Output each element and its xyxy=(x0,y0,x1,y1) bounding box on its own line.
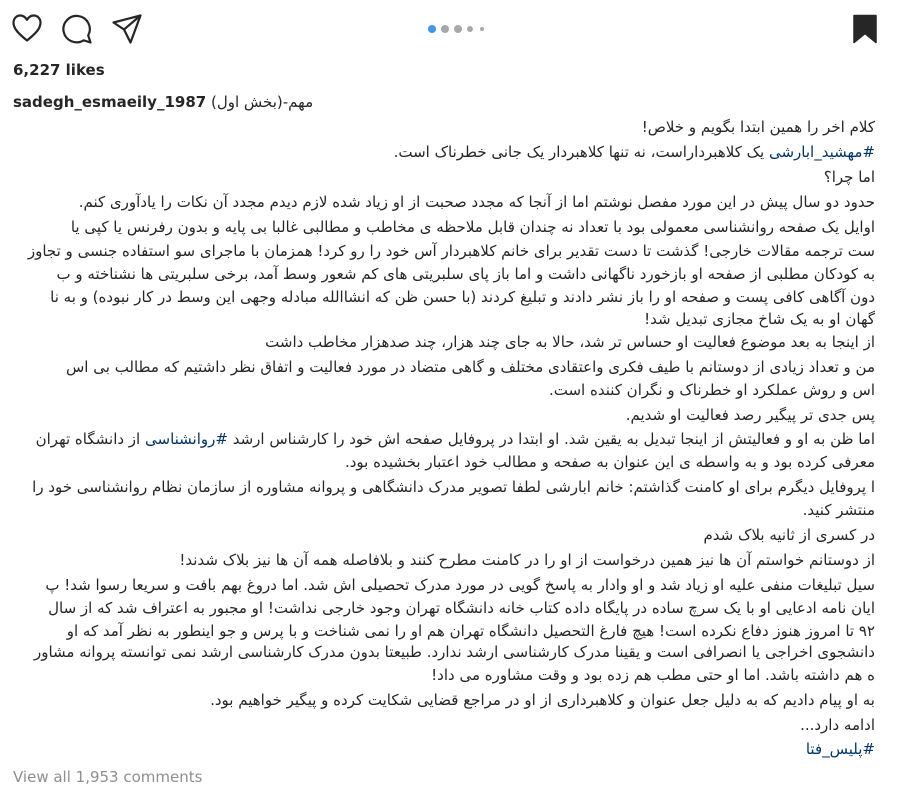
caption-text: ا پروفایل دیگرم برای او کامنت گذاشتم: خانم ابارشی لطفا تصویر مدرک دانشگاهی و پروانه مشاوره از سازمان نظام روانشناسی خود را xyxy=(32,478,875,496)
caption-line xyxy=(13,663,875,687)
username-link[interactable]: sadegh_esmaeily_1987 xyxy=(13,93,207,111)
caption-line xyxy=(13,140,875,164)
caption-text: ادامه دارد... xyxy=(800,716,875,734)
post-caption xyxy=(13,90,885,760)
caption-text: کلام اخر را همین ابتدا بگویم و خلاص! xyxy=(641,118,875,136)
carousel-dot-5 xyxy=(480,27,484,31)
caption-line xyxy=(13,285,875,309)
hashtag-link[interactable]: #روانشناسی xyxy=(145,430,228,448)
caption-text: از دوستانم خواستم آن ها نیز همین درخواست از او را در کامنت مطرح کنند و بلافاصله همه آن ها نیز بلاک شدند! xyxy=(179,551,875,569)
caption-line xyxy=(13,355,875,379)
caption-line xyxy=(13,475,875,499)
caption-text: من و تعداد زیادی از دوستانم با طیف فکری واعتقادی مختلف و گاهی متضاد در مورد فعالیت و اتفاق نظر داشتیم که مطالب بی اس xyxy=(66,358,875,376)
carousel-dot-4 xyxy=(467,26,473,32)
caption-line xyxy=(13,330,875,354)
carousel-dot-2 xyxy=(441,25,449,33)
caption-text: به کودکان مطلبی از صفحه او بازخورد ناگهانی داشت و اما باز پای سلبریتی های کم شعور وسط آمد، برخی سلبریتی ها نشناخته و ب xyxy=(56,265,875,283)
caption-text: ایان نامه ادعایی او با یک سرچ ساده در پایگاه داده کتاب خانه دانشگاه تهران وجود خارجی نداشت! او مجبور به اعتراف شد که از سال xyxy=(48,599,875,617)
caption-line xyxy=(13,713,875,737)
caption-text: حدود دو سال پیش در این مورد مفصل نوشتم اما از آنجا که مجدد صحبت از او زیاد شده لازم دیدم مجدد آن نکات را یادآوری کنم. xyxy=(78,193,875,211)
caption-line xyxy=(13,548,875,572)
caption-text: گهان او به یک شاخ مجازی تبدیل شد! xyxy=(644,310,875,328)
caption-line xyxy=(13,573,875,597)
paper-plane-icon[interactable] xyxy=(111,13,143,45)
caption-line xyxy=(13,115,875,139)
caption-line xyxy=(13,737,875,760)
caption-text: اما ظن به او و فعالیتش از اینجا تبدیل به یقین شد. او ابتدا در پروفایل صفحه اش خود را کارشناس ارشد xyxy=(227,430,875,448)
heart-icon[interactable] xyxy=(11,13,43,43)
caption-line xyxy=(13,640,875,664)
caption-line xyxy=(13,215,875,239)
caption-line xyxy=(13,190,875,214)
caption-text: یک کلاهبرداراست، نه تنها کلاهبردار یک جانی خطرناک است. xyxy=(393,143,769,161)
caption-line xyxy=(13,403,875,427)
caption-line xyxy=(13,378,875,402)
comment-icon[interactable] xyxy=(61,13,93,45)
carousel-dot-3 xyxy=(454,25,462,33)
caption-text: سیل تبلیغات منفی علیه او زیاد شد و او وادار به پاسخ گویی در مورد مدرک تحصیلی اش شد. اما دروغ بهم بافت و سریعا رسوا شد! پ xyxy=(45,576,875,594)
carousel-dot-1 xyxy=(428,25,436,33)
caption-line xyxy=(13,688,875,712)
caption-first-text: مهم-(بخش اول) xyxy=(211,93,314,111)
bookmark-icon[interactable] xyxy=(852,14,878,44)
caption-text: ه هم داشته باشد. اما او حتی مطب هم زده بود و وقت مشاوره می داد! xyxy=(431,666,875,684)
caption-text: از اینجا به بعد موضوع فعالیت او حساس تر شد، حالا به جای چند هزار، چند صدهزار مخاطب داشت xyxy=(265,333,875,351)
caption-text: اما چرا؟ xyxy=(823,168,875,186)
caption-line xyxy=(13,90,875,114)
caption-text: از دانشگاه تهران xyxy=(35,430,145,448)
caption-text: دانشجوی اخراجی یا انصرافی است و یقینا مدرک کارشناسی ارشد ندارد. طبیعتا بدون مدرک کارشناسی ارشد نمی توانسته پروانه مشاور xyxy=(33,643,875,661)
caption-text: ست ترجمه مقالات خارجی! گذشت تا دست تقدیر برای خانم کلاهبردار آس خود را رو کرد! همزمان با ماجرای سو استفاده جنسی و تجاوز xyxy=(27,242,875,260)
caption-line xyxy=(13,427,875,451)
caption-line xyxy=(13,239,875,263)
caption-line xyxy=(13,498,875,522)
caption-text: اس و روش عملکرد او خطرناک و نگران کننده است. xyxy=(548,381,875,399)
caption-line xyxy=(13,450,875,474)
caption-text: معرفی کرده بود و به واسطه ی این عنوان به صفحه و مطالب خود اعتبار بخشیده بود. xyxy=(344,453,875,471)
caption-text: منتشر کنید. xyxy=(802,501,875,519)
caption-text: ۹۲ تا امروز هنوز دفاع نکرده است! هیچ فارغ التحصیل دانشگاه تهران هم او را نمی شناخت و با پرس و جو اینطور به نظر آمد که او xyxy=(66,622,875,640)
caption-text: پس جدی تر پیگیر رصد فعالیت او شدیم. xyxy=(625,406,875,424)
likes-count[interactable]: 6,227 likes xyxy=(13,61,105,79)
caption-text: در کسری از ثانیه بلاک شدم xyxy=(703,526,875,544)
caption-line xyxy=(13,596,875,620)
caption-line xyxy=(13,165,875,189)
caption-line xyxy=(13,523,875,547)
caption-text: اوایل یک صفحه روانشناسی معمولی بود با تعداد نه چندان قابل ملاحظه ی مخاطب و مطالبی غالبا بی پایه و بدون رفرنس یا کپی یا xyxy=(70,218,875,236)
caption-text: به او پیام دادیم که به دلیل جعل عنوان و کلاهبرداری از او در مراجع قضایی شکایت کرده و پیگیر خواهیم بود. xyxy=(210,691,875,709)
hashtag-link[interactable]: #پلیس_فتا xyxy=(805,740,875,758)
caption-line xyxy=(13,307,875,331)
caption-line xyxy=(13,262,875,286)
view-all-comments-link[interactable]: View all 1,953 comments xyxy=(13,768,203,786)
post-action-bar xyxy=(0,0,898,60)
caption-text: دون آگاهی کافی پست و صفحه او را باز نشر دادند و تبلیغ کردند (با حسن ظن که انشاالله مبادله وجهی این وسط در کار نبوده) و به نا xyxy=(50,288,875,306)
hashtag-link[interactable]: #مهشید_ابارشی xyxy=(768,143,875,161)
